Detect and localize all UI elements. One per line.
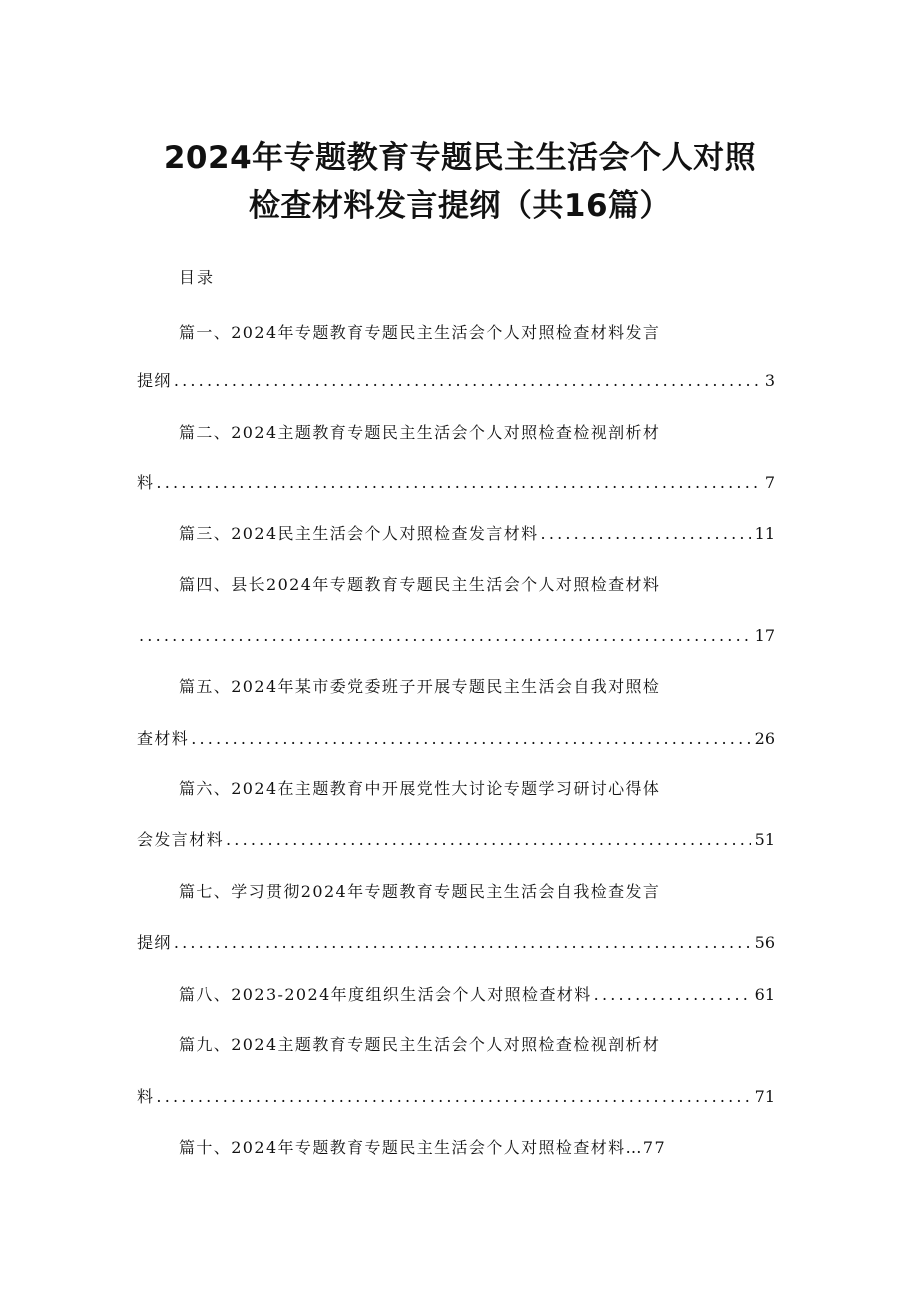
toc-entry-text: 篇八、2023-2024年度组织生活会个人对照检查材料 bbox=[179, 985, 592, 1004]
toc-page-number: 7 bbox=[764, 473, 775, 492]
toc-entry-2-line1[interactable]: 篇二、2024主题教育专题民主生活会个人对照检查检视剖析材 bbox=[179, 423, 661, 442]
toc-entry-4-line1[interactable]: 篇四、县长2024年专题教育专题民主生活会个人对照检查材料 bbox=[179, 575, 661, 594]
document-title-line2: 检查材料发言提纲（共16篇） bbox=[248, 188, 672, 224]
toc-entry-10[interactable]: 篇十、2024年专题教育专题民主生活会个人对照检查材料…77 bbox=[179, 1138, 667, 1157]
toc-entry-4-line2[interactable] bbox=[137, 624, 775, 648]
toc-page-number: 51 bbox=[754, 830, 775, 849]
dot-leader bbox=[174, 931, 751, 955]
toc-entry-2-line2[interactable] bbox=[137, 471, 775, 495]
toc-entry-7-line2[interactable] bbox=[137, 931, 775, 955]
toc-entry-9-line2[interactable] bbox=[137, 1085, 775, 1109]
toc-entry-text: 提纲 bbox=[137, 371, 172, 390]
dot-leader bbox=[174, 369, 761, 393]
toc-entry-text: 篇三、2024民主生活会个人对照检查发言材料 bbox=[179, 524, 539, 543]
toc-page-number: 71 bbox=[754, 1087, 775, 1106]
dot-leader bbox=[191, 727, 750, 751]
toc-entry-6-line1[interactable]: 篇六、2024在主题教育中开展党性大讨论专题学习研讨心得体 bbox=[179, 779, 661, 798]
dot-leader bbox=[156, 471, 760, 495]
toc-entry-9-line1[interactable]: 篇九、2024主题教育专题民主生活会个人对照检查检视剖析材 bbox=[179, 1035, 661, 1054]
toc-entry-text: 提纲 bbox=[137, 933, 172, 952]
toc-page-number: 61 bbox=[754, 985, 775, 1004]
dot-leader bbox=[156, 1085, 750, 1109]
toc-entry-5-line1[interactable]: 篇五、2024年某市委党委班子开展专题民主生活会自我对照检 bbox=[179, 677, 661, 696]
toc-entry-3[interactable] bbox=[179, 522, 775, 546]
toc-entry-text: 料 bbox=[137, 1087, 155, 1106]
dot-leader bbox=[541, 522, 751, 546]
toc-page-number: 56 bbox=[754, 933, 775, 952]
toc-entry-7-line1[interactable]: 篇七、学习贯彻2024年专题教育专题民主生活会自我检查发言 bbox=[179, 882, 661, 901]
toc-entry-text: 会发言材料 bbox=[137, 830, 225, 849]
toc-page-number: 26 bbox=[754, 729, 775, 748]
toc-entry-text: 查材料 bbox=[137, 729, 190, 748]
toc-entry-5-line2[interactable] bbox=[137, 727, 775, 751]
toc-entry-8[interactable] bbox=[179, 983, 775, 1007]
toc-page-number: 11 bbox=[754, 524, 775, 543]
dot-leader bbox=[226, 828, 751, 852]
document-title-line1: 2024年专题教育专题民主生活会个人对照 bbox=[163, 140, 757, 176]
dot-leader bbox=[139, 624, 751, 648]
toc-entry-6-line2[interactable] bbox=[137, 828, 775, 852]
toc-entry-1-line2[interactable] bbox=[137, 369, 775, 393]
toc-entry-text: 料 bbox=[137, 473, 155, 492]
toc-heading: 目录 bbox=[179, 268, 216, 287]
toc-page-number: 17 bbox=[754, 626, 775, 645]
toc-page-number: 3 bbox=[764, 371, 775, 390]
dot-leader bbox=[594, 983, 751, 1007]
toc-entry-1-line1[interactable]: 篇一、2024年专题教育专题民主生活会个人对照检查材料发言 bbox=[179, 323, 661, 342]
